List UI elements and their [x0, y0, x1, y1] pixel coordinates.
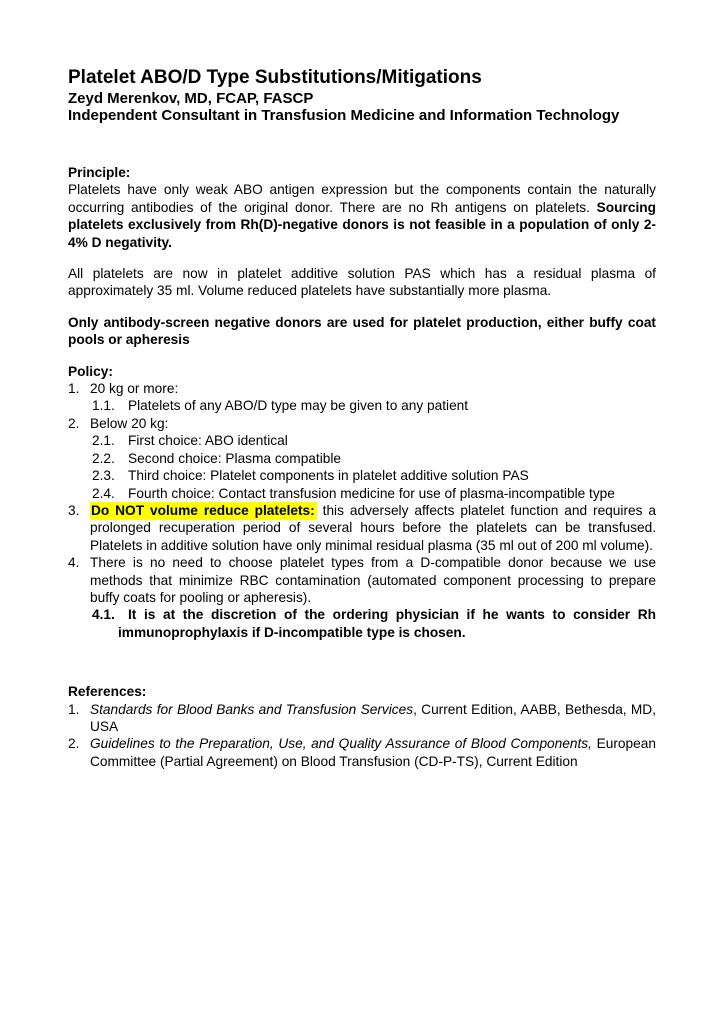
text-run: First choice: ABO identical [128, 433, 288, 449]
policy-subitem [92, 397, 656, 414]
document-author: Zeyd Merenkov, MD, FCAP, FASCP [68, 90, 314, 107]
text-run: Platelets of any ABO/D type may be given to any patient [128, 398, 469, 414]
item-number: 2.4. [92, 485, 115, 501]
text-run: Third choice: Platelet components in platelet additive solution PAS [128, 468, 529, 484]
item-number: 2. [68, 415, 80, 431]
item-number: 4.1. [92, 607, 115, 623]
policy-item [68, 502, 656, 554]
text-run: All platelets are now in platelet additive solution PAS which has a residual plasma of approximately 35 ml. Volume reduced platelets have substantially more plasma. [68, 266, 656, 299]
paragraph [68, 265, 656, 300]
text-run: Only antibody-screen negative donors are used for platelet production, either buffy coat pools or apheresis [68, 314, 656, 348]
policy-item [68, 380, 656, 397]
item-number: 3. [68, 502, 80, 518]
item-number: 2.1. [92, 433, 115, 449]
references-heading: References: [68, 684, 147, 700]
text-run: European Committee (Partial Agreement) on Blood Transfusion (CD-P-TS), Current Edition [90, 736, 656, 769]
item-number: 1.1. [92, 398, 115, 414]
policy-item [68, 415, 656, 432]
text-run: Second choice: Plasma compatible [128, 450, 342, 466]
policy-subitem [92, 432, 656, 449]
principle-heading: Principle: [68, 165, 131, 180]
text-run: Fourth choice: Contact transfusion medicine for use of plasma-incompatible type [128, 485, 615, 501]
text-run: this adversely affects platelet function and requires a prolonged recuperation period of several hours before the platelets can be transfused. Platelets in additive solution have only minimal residual plasma (35 ml out of 200 ml volume). [90, 502, 656, 553]
item-number: 1. [68, 701, 80, 717]
principle-paragraphs [68, 181, 656, 348]
text-run: 20 kg or more: [90, 381, 179, 397]
policy-item [68, 554, 656, 606]
text-run: Below 20 kg: [90, 415, 169, 431]
item-number: 2. [68, 736, 80, 752]
paragraph [68, 181, 656, 251]
text-run: , Current Edition, AABB, Bethesda, MD, USA [90, 701, 656, 734]
item-number: 2.2. [92, 450, 115, 466]
text-run: It is at the discretion of the ordering physician if he wants to consider Rh immunoprophylaxis if D-incompatible type is chosen. [118, 607, 656, 640]
text-run: Do NOT volume reduce platelets: [91, 502, 315, 518]
item-number: 4. [68, 555, 80, 571]
policy-heading: Policy: [68, 363, 113, 379]
document-title: Platelet ABO/D Type Substitutions/Mitigations [68, 67, 482, 88]
policy-subitem [92, 467, 656, 484]
policy-subitem [92, 485, 656, 502]
item-number: 1. [68, 381, 80, 397]
text-run: Standards for Blood Banks and Transfusion Services [90, 701, 414, 717]
paragraph [68, 314, 656, 349]
reference-item [68, 701, 656, 736]
policy-list [68, 380, 656, 641]
policy-subitem [92, 450, 656, 467]
text-run: Platelets have only weak ABO antigen expression but the components contain the naturally occurring antibodies of the original donor. There are no Rh antigens on platelets. [68, 182, 656, 215]
document-author-role: Independent Consultant in Transfusion Medicine and Information Technology [68, 107, 620, 124]
text-run: There is no need to choose platelet types from a D-compatible donor because we use methods that minimize RBC contamination (automated component processing to prepare buffy coats for pooling or apheresis). [90, 555, 656, 605]
references-list [68, 701, 656, 771]
policy-subitem [92, 606, 656, 641]
text-run: Sourcing platelets exclusively from Rh(D)-negative donors is not feasible in a population of only 2-4% D negativity. [68, 199, 656, 250]
item-number: 2.3. [92, 468, 115, 484]
reference-item [68, 735, 656, 770]
text-run: Guidelines to the Preparation, Use, and Quality Assurance of Blood Components, [90, 736, 592, 752]
